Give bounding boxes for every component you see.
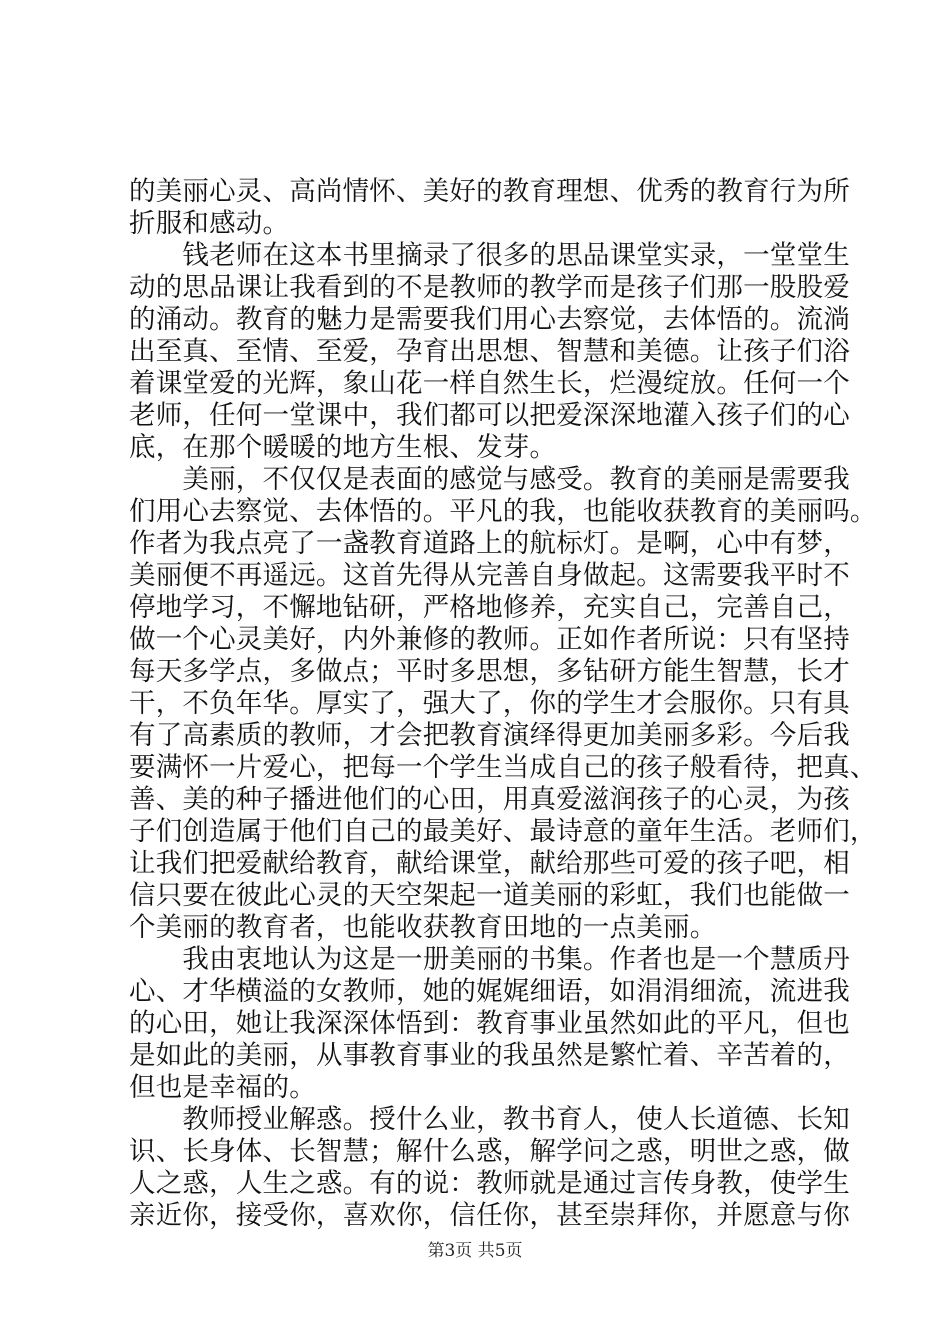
text-line: 们用心去察觉、去体悟的。平凡的我，也能收获教育的美丽吗。 [129, 496, 877, 527]
text-line: 子们创造属于他们自己的最美好、最诗意的童年生活。老师们， [129, 816, 877, 847]
text-line: 停地学习，不懈地钻研，严格地修养，充实自己，完善自己， [129, 592, 850, 623]
text-line: 的心田，她让我深深体悟到：教育事业虽然如此的平凡，但也 [129, 1008, 850, 1039]
page-number-footer: 第3页 共5页 [427, 1241, 523, 1261]
text-line: 让我们把爱献给教育，献给课堂，献给那些可爱的孩子吧，相 [129, 848, 850, 879]
text-line: 美丽便不再遥远。这首先得从完善自身做起。这需要我平时不 [129, 560, 850, 591]
text-line: 老师，任何一堂课中，我们都可以把爱深深地灌入孩子们的心 [129, 400, 850, 431]
text-line: 每天多学点，多做点；平时多思想，多钻研方能生智慧，长才 [129, 656, 850, 687]
text-line: 识、长身体、长智慧；解什么惑，解学问之惑，明世之惑，做 [129, 1136, 850, 1167]
text-line: 着课堂爱的光辉，象山花一样自然生长，烂漫绽放。任何一个 [129, 368, 850, 399]
text-line: 善、美的种子播进他们的心田，用真爱滋润孩子的心灵，为孩 [129, 784, 850, 815]
text-line: 作者为我点亮了一盏教育道路上的航标灯。是啊，心中有梦， [129, 528, 850, 559]
text-line: 的涌动。教育的魅力是需要我们用心去察觉，去体悟的。流淌 [129, 304, 850, 335]
text-line: 亲近你，接受你，喜欢你，信任你，甚至崇拜你，并愿意与你 [129, 1200, 850, 1231]
text-line: 教师授业解惑。授什么业，教书育人，使人长道德、长知 [129, 1104, 850, 1135]
text-line: 有了高素质的教师，才会把教育演绎得更加美丽多彩。今后我 [129, 720, 850, 751]
text-line: 美丽，不仅仅是表面的感觉与感受。教育的美丽是需要我 [129, 464, 850, 495]
text-line: 个美丽的教育者，也能收获教育田地的一点美丽。 [129, 912, 717, 943]
text-line: 的美丽心灵、高尚情怀、美好的教育理想、优秀的教育行为所 [129, 176, 850, 207]
text-line: 我由衷地认为这是一册美丽的书集。作者也是一个慧质丹 [129, 944, 850, 975]
text-line: 底，在那个暖暖的地方生根、发芽。 [129, 432, 557, 463]
text-line: 做一个心灵美好，内外兼修的教师。正如作者所说：只有坚持 [129, 624, 850, 655]
text-line: 要满怀一片爱心，把每一个学生当成自己的孩子般看待，把真、 [129, 752, 877, 783]
text-line: 干，不负年华。厚实了，强大了，你的学生才会服你。只有具 [129, 688, 850, 719]
text-line: 但也是幸福的。 [129, 1072, 316, 1103]
text-line: 钱老师在这本书里摘录了很多的思品课堂实录，一堂堂生 [129, 240, 850, 271]
text-line: 信只要在彼此心灵的天空架起一道美丽的彩虹，我们也能做一 [129, 880, 850, 911]
text-line: 折服和感动。 [129, 208, 290, 239]
text-line: 心、才华横溢的女教师，她的娓娓细语，如涓涓细流，流进我 [129, 976, 850, 1007]
text-line: 动的思品课让我看到的不是教师的教学而是孩子们那一股股爱 [129, 272, 850, 303]
text-line: 出至真、至情、至爱，孕育出思想、智慧和美德。让孩子们浴 [129, 336, 850, 367]
text-line: 人之惑，人生之惑。有的说：教师就是通过言传身教，使学生 [129, 1168, 850, 1199]
text-line: 是如此的美丽，从事教育事业的我虽然是繁忙着、辛苦着的， [129, 1040, 850, 1071]
